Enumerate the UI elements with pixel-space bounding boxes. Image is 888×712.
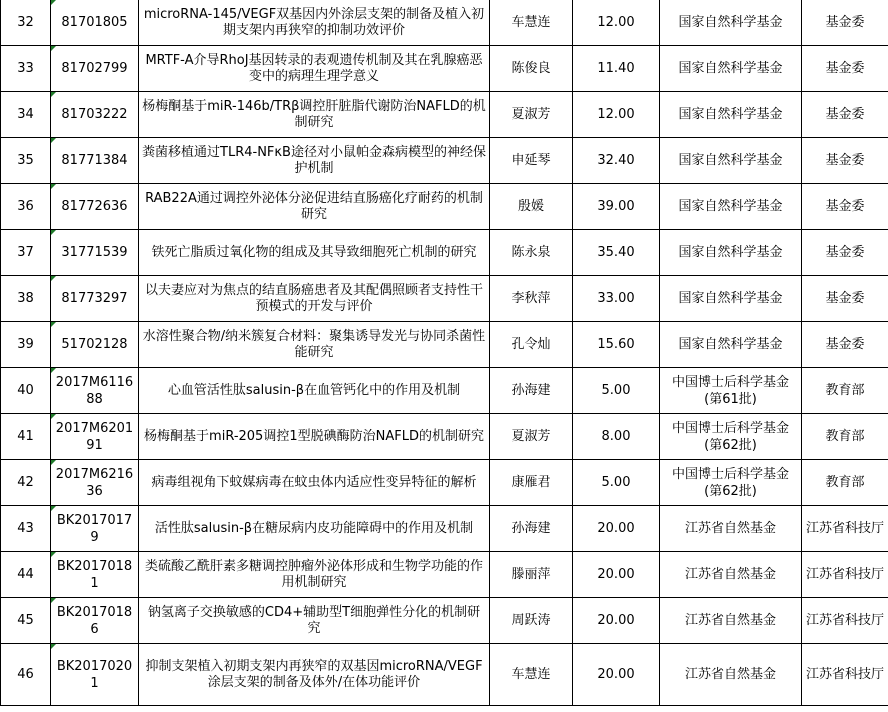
- row-number: 43: [1, 506, 51, 552]
- project-title: MRTF-A介导RhoJ基因转录的表观遗传机制及其在乳腺癌恶变中的病理生理学意义: [139, 46, 490, 92]
- row-number: 42: [1, 460, 51, 506]
- project-code: 51702128: [51, 322, 139, 368]
- funding-agency: 基金委: [802, 46, 888, 92]
- funding-amount: 15.60: [573, 322, 660, 368]
- principal-investigator: 车慧连: [490, 0, 573, 46]
- table-row: [1, 276, 888, 322]
- table-row: [1, 230, 888, 276]
- funding-agency: 基金委: [802, 322, 888, 368]
- funding-agency: 基金委: [802, 276, 888, 322]
- table-row: [1, 368, 888, 414]
- principal-investigator: 滕丽萍: [490, 552, 573, 598]
- funding-amount: 12.00: [573, 0, 660, 46]
- principal-investigator: 申延琴: [490, 138, 573, 184]
- project-type: 中国博士后科学基金(第62批): [660, 460, 802, 506]
- principal-investigator: 孙海建: [490, 506, 573, 552]
- project-title: 类硫酸乙酰肝素多糖调控肿瘤外泌体形成和生物学功能的作用机制研究: [139, 552, 490, 598]
- row-number: 37: [1, 230, 51, 276]
- project-code: 81703222: [51, 92, 139, 138]
- project-type: 国家自然科学基金: [660, 46, 802, 92]
- funding-agency: 教育部: [802, 460, 888, 506]
- funding-agency: 江苏省科技厅: [802, 598, 888, 644]
- table-row: [1, 46, 888, 92]
- funding-agency: 江苏省科技厅: [802, 552, 888, 598]
- project-type: 国家自然科学基金: [660, 92, 802, 138]
- project-type: 中国博士后科学基金(第62批): [660, 414, 802, 460]
- project-code: 2017M611688: [51, 368, 139, 414]
- project-type: 国家自然科学基金: [660, 230, 802, 276]
- project-title: 杨梅酮基于miR-205调控1型脱碘酶防治NAFLD的机制研究: [139, 414, 490, 460]
- row-number: 45: [1, 598, 51, 644]
- project-type: 国家自然科学基金: [660, 184, 802, 230]
- project-title: microRNA-145/VEGF双基因内外涂层支架的制备及植入初期支架内再狭窄的抑制功效评价: [139, 0, 490, 46]
- project-type: 江苏省自然基金: [660, 552, 802, 598]
- funding-agency: 基金委: [802, 184, 888, 230]
- funding-amount: 32.40: [573, 138, 660, 184]
- funding-amount: 12.00: [573, 92, 660, 138]
- project-type: 国家自然科学基金: [660, 322, 802, 368]
- project-code: BK20170179: [51, 506, 139, 552]
- row-number: 40: [1, 368, 51, 414]
- row-number: 33: [1, 46, 51, 92]
- project-type: 江苏省自然基金: [660, 644, 802, 706]
- table-row: [1, 460, 888, 506]
- funding-agency: 江苏省科技厅: [802, 506, 888, 552]
- funding-agency: 基金委: [802, 230, 888, 276]
- project-title: 杨梅酮基于miR-146b/TRβ调控肝脏脂代谢防治NAFLD的机制研究: [139, 92, 490, 138]
- table-row: [1, 322, 888, 368]
- project-title: 铁死亡脂质过氧化物的组成及其导致细胞死亡机制的研究: [139, 230, 490, 276]
- table-row: [1, 92, 888, 138]
- project-title: 以夫妻应对为焦点的结直肠癌患者及其配偶照顾者支持性干预模式的开发与评价: [139, 276, 490, 322]
- funding-agency: 基金委: [802, 92, 888, 138]
- funding-amount: 20.00: [573, 506, 660, 552]
- table-row: [1, 506, 888, 552]
- project-type: 中国博士后科学基金(第61批): [660, 368, 802, 414]
- funding-amount: 35.40: [573, 230, 660, 276]
- row-number: 32: [1, 0, 51, 46]
- row-number: 35: [1, 138, 51, 184]
- funding-agency: 教育部: [802, 368, 888, 414]
- table-row: [1, 552, 888, 598]
- project-code: 31771539: [51, 230, 139, 276]
- table-row: [1, 184, 888, 230]
- table-row: [1, 138, 888, 184]
- project-title: RAB22A通过调控外泌体分泌促进结直肠癌化疗耐药的机制研究: [139, 184, 490, 230]
- principal-investigator: 李秋萍: [490, 276, 573, 322]
- principal-investigator: 殷媛: [490, 184, 573, 230]
- table-row: [1, 598, 888, 644]
- project-type: 江苏省自然基金: [660, 598, 802, 644]
- funding-amount: 20.00: [573, 644, 660, 706]
- principal-investigator: 车慧连: [490, 644, 573, 706]
- funding-agency: 江苏省科技厅: [802, 644, 888, 706]
- principal-investigator: 夏淑芳: [490, 414, 573, 460]
- funding-agency: 基金委: [802, 138, 888, 184]
- row-number: 41: [1, 414, 51, 460]
- funding-agency: 基金委: [802, 0, 888, 46]
- funding-amount: 8.00: [573, 414, 660, 460]
- project-type: 国家自然科学基金: [660, 0, 802, 46]
- project-code: 81771384: [51, 138, 139, 184]
- project-code: BK20170186: [51, 598, 139, 644]
- principal-investigator: 康雁君: [490, 460, 573, 506]
- funding-amount: 33.00: [573, 276, 660, 322]
- principal-investigator: 周跃涛: [490, 598, 573, 644]
- row-number: 44: [1, 552, 51, 598]
- project-title: 水溶性聚合物/纳米簇复合材料：聚集诱导发光与协同杀菌性能研究: [139, 322, 490, 368]
- funding-amount: 11.40: [573, 46, 660, 92]
- project-code: BK20170201: [51, 644, 139, 706]
- project-title: 心血管活性肽salusin-β在血管钙化中的作用及机制: [139, 368, 490, 414]
- funding-amount: 39.00: [573, 184, 660, 230]
- project-code: 81772636: [51, 184, 139, 230]
- table-row: [1, 0, 888, 46]
- principal-investigator: 孔令灿: [490, 322, 573, 368]
- funding-amount: 5.00: [573, 368, 660, 414]
- row-number: 36: [1, 184, 51, 230]
- principal-investigator: 陈永泉: [490, 230, 573, 276]
- project-type: 江苏省自然基金: [660, 506, 802, 552]
- project-title: 活性肽salusin-β在糖尿病内皮功能障碍中的作用及机制: [139, 506, 490, 552]
- funding-amount: 20.00: [573, 598, 660, 644]
- table-row: [1, 644, 888, 706]
- project-code: 2017M621636: [51, 460, 139, 506]
- funding-agency: 教育部: [802, 414, 888, 460]
- project-code: BK20170181: [51, 552, 139, 598]
- project-title: 粪菌移植通过TLR4-NFκB途径对小鼠帕金森病模型的神经保护机制: [139, 138, 490, 184]
- project-code: 81773297: [51, 276, 139, 322]
- project-type: 国家自然科学基金: [660, 276, 802, 322]
- project-title: 抑制支架植入初期支架内再狭窄的双基因microRNA/VEGF涂层支架的制备及体外/在体功能评价: [139, 644, 490, 706]
- project-code: 2017M620191: [51, 414, 139, 460]
- project-title: 钠氢离子交换敏感的CD4+辅助型T细胞弹性分化的机制研究: [139, 598, 490, 644]
- principal-investigator: 孙海建: [490, 368, 573, 414]
- principal-investigator: 夏淑芳: [490, 92, 573, 138]
- principal-investigator: 陈俊良: [490, 46, 573, 92]
- project-title: 病毒组视角下蚊媒病毒在蚊虫体内适应性变异特征的解析: [139, 460, 490, 506]
- funding-amount: 5.00: [573, 460, 660, 506]
- project-type: 国家自然科学基金: [660, 138, 802, 184]
- table-row: [1, 414, 888, 460]
- row-number: 38: [1, 276, 51, 322]
- funding-amount: 20.00: [573, 552, 660, 598]
- row-number: 39: [1, 322, 51, 368]
- project-code: 81702799: [51, 46, 139, 92]
- project-code: 81701805: [51, 0, 139, 46]
- row-number: 34: [1, 92, 51, 138]
- row-number: 46: [1, 644, 51, 706]
